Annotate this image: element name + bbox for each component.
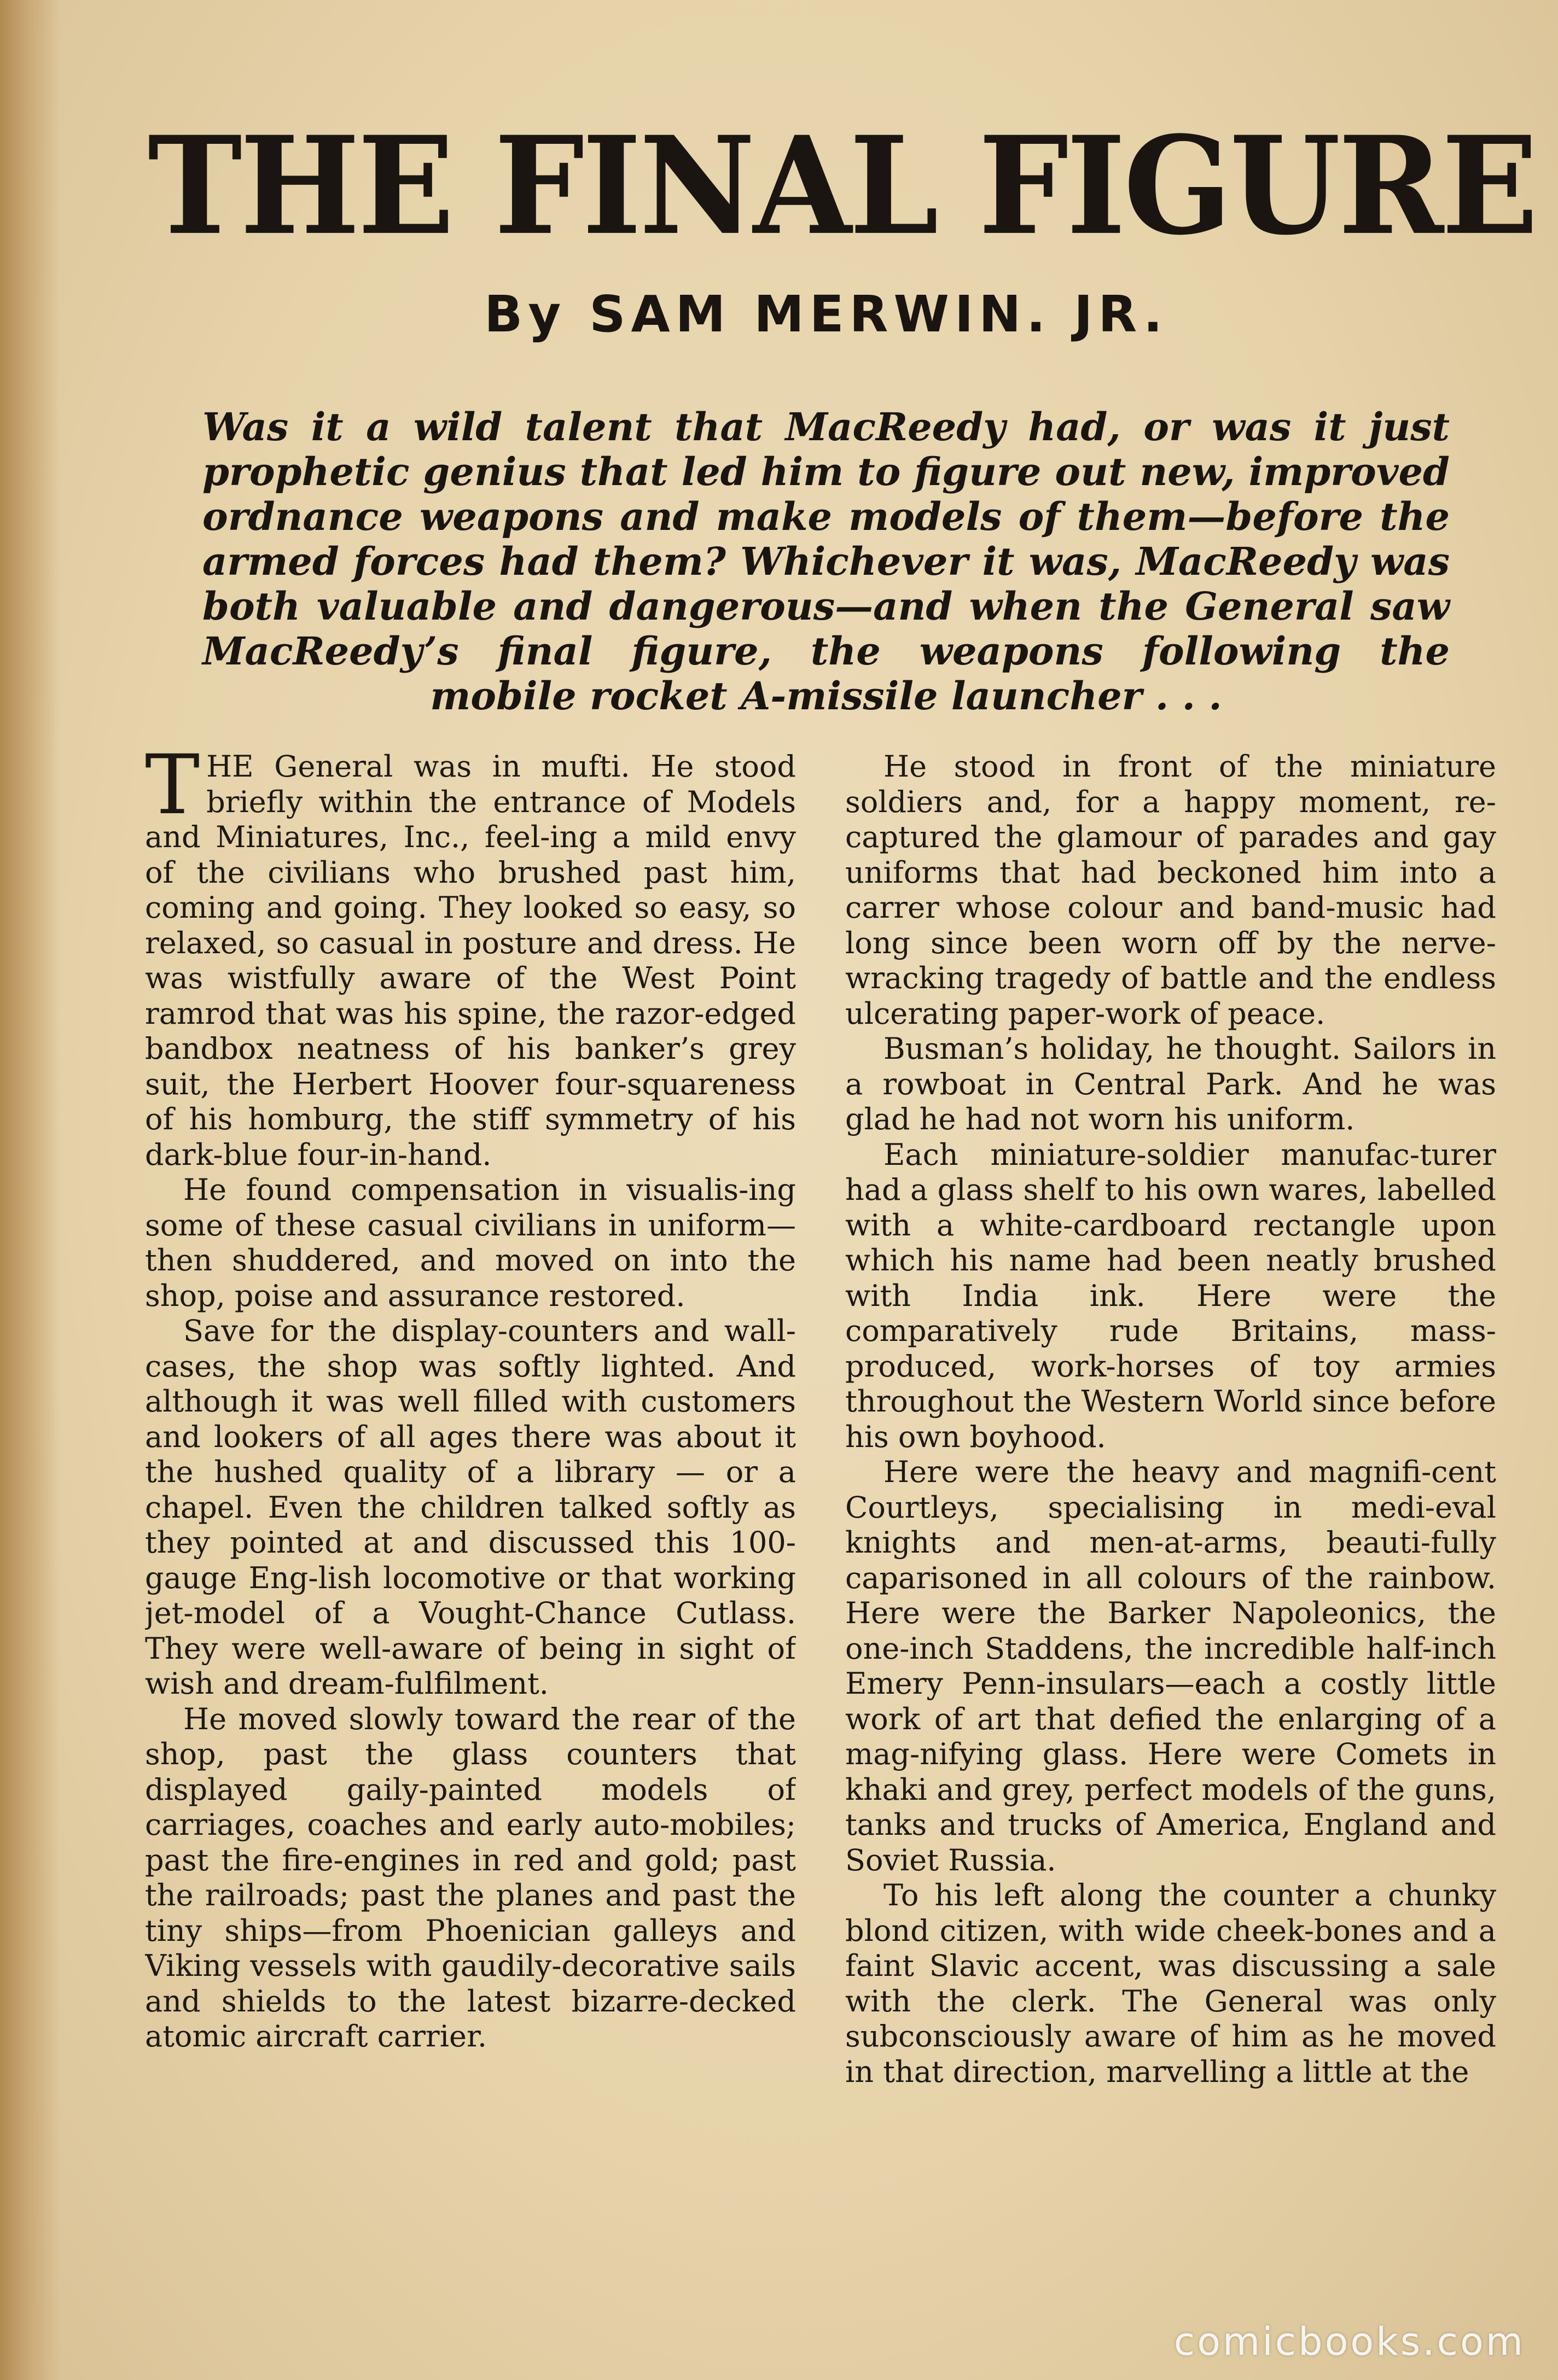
story-title: THE FINAL FIGURE — [148, 106, 1536, 265]
paragraph: He moved slowly toward the rear of the shop, past the glass counters that displayed gaily-painted models of carriages, coaches and early auto-mobiles; past the fire-engines in red and gold; past the railroads; past the planes and past the tiny ships—from Phoenician galleys and Viking vessels with gaudily-decorative sails and shields to the latest bizarre-decked atomic aircraft carrier. — [145, 1701, 796, 2054]
page-edge-shadow — [0, 0, 60, 2380]
drop-cap: T — [145, 749, 200, 833]
paragraph: Busman’s holiday, he thought. Sailors in a rowboat in Central Park. And he was glad he had not worn his uniform. — [845, 1031, 1496, 1136]
paragraph: Each miniature-soldier manufac-turer had a glass shelf to his own wares, labelled with a white-cardboard rectangle upon which his name had been neatly brushed with India ink. Here were the comparatively rude Britains, mass-produced, work-horses of toy armies throughout the Western World since before his own boyhood. — [845, 1137, 1496, 1454]
paragraph: He found compensation in visualis-ing some of these casual civilians in uniform—then shuddered, and moved on into the shop, poise and assurance restored. — [145, 1172, 796, 1313]
story-body — [145, 749, 1496, 2280]
site-watermark: comicbooks.com — [1173, 2319, 1525, 2364]
left-column — [145, 749, 796, 2280]
story-intro-blurb: Was it a wild talent that MacReedy had, or was it just prophetic genius that led him to figure out new, improved ordnance weapons and make models of them—before the armed forces had them? Whichever it was, MacReedy was both valuable and dangerous—and when the General saw MacReedy’s final figure, the weapons following the mobile rocket A-missile launcher . . . — [202, 404, 1450, 719]
paragraph: Save for the display-counters and wall-cases, the shop was softly lighted. And although it was well filled with customers and lookers of all ages there was about it the hushed quality of a library — or a chapel. Even the children talked softly as they pointed at and discussed this 100-gauge Eng-lish locomotive or that working jet-model of a Vought-Chance Cutlass. They were well-aware of being in sight of wish and dream-fulfilment. — [145, 1314, 796, 1701]
paragraph: To his left along the counter a chunky blond citizen, with wide cheek-bones and a faint Slavic accent, was discussing a sale with the clerk. The General was only subconsciously aware of him as he moved in that direction, marvelling a little at the — [845, 1878, 1496, 2089]
right-column — [845, 749, 1496, 2280]
paragraph: Here were the heavy and magnifi-cent Courtleys, specialising in medi-eval knights and men-at-arms, beauti-fully caparisoned in all colours of the rainbow. Here were the Barker Napoleonics, the one-inch Staddens, the incredible half-inch Emery Penn-insulars—each a costly little work of art that defied the enlarging of a mag-nifying glass. Here were Comets in khaki and grey, perfect models of the guns, tanks and trucks of America, England and Soviet Russia. — [845, 1455, 1496, 1877]
paragraph: THE General was in mufti. He stood briefly within the entrance of Models and Miniatures, Inc., feel-ing a mild envy of the civilians who brushed past him, coming and going. They looked so easy, so relaxed, so casual in posture and dress. He was wistfully aware of the West Point ramrod that was his spine, the razor-edged bandbox neatness of his banker’s grey suit, the Herbert Hoover four-squareness of his homburg, the stiff symmetry of his dark-blue four-in-hand. — [145, 749, 796, 1172]
paragraph: He stood in front of the miniature soldiers and, for a happy moment, re-captured the glamour of parades and gay uniforms that had beckoned him into a carrer whose colour and band-music had long since been worn off by the nerve-wracking tragedy of battle and the endless ulcerating paper-work of peace. — [845, 749, 1496, 1031]
author-byline: By SAM MERWIN. JR. — [484, 285, 1168, 343]
